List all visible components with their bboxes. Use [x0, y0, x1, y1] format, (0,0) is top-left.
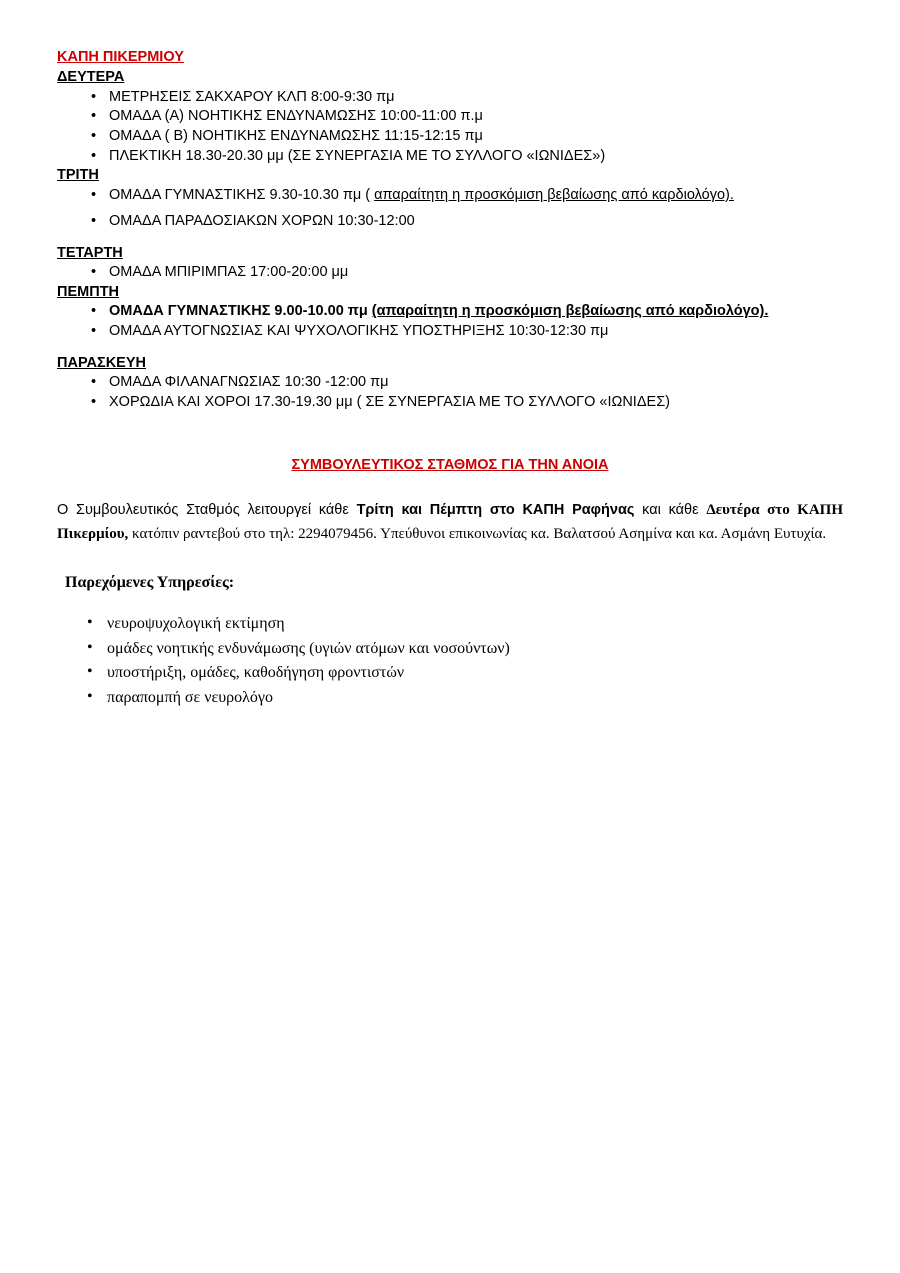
page-title: ΚΑΠΗ ΠΙΚΕΡΜΙΟΥ	[57, 49, 184, 65]
list-item	[109, 212, 843, 232]
services-list	[57, 612, 843, 711]
list-item	[109, 147, 843, 167]
paragraph-part-2: και κάθε	[634, 501, 707, 518]
list-item	[109, 88, 843, 108]
paragraph-bold-1: Τρίτη και Πέμπτη στο ΚΑΠΗ Ραφήνας	[356, 501, 635, 518]
activity-text: ΧΟΡΩΔΙΑ ΚΑΙ ΧΟΡΟΙ 17.30-19.30 μμ ( ΣΕ ΣΥΝΕΡΓΑΣΙΑ ΜΕ ΤΟ ΣΥΛΛΟΓΟ «ΙΩΝΙΔΕΣ)	[109, 393, 670, 410]
activity-text: ΟΜΑΔΑ ΠΑΡΑΔΟΣΙΑΚΩΝ ΧΟΡΩΝ 10:30-12:00	[109, 213, 415, 230]
day-heading-wednesday: ΤΕΤΑΡΤΗ	[57, 245, 123, 262]
activity-list-wednesday	[57, 263, 843, 283]
paragraph-bold-2: Δευτέρα στο ΚΑΠΗ Πικερμίου,	[57, 501, 843, 542]
activity-list-tuesday	[57, 186, 843, 232]
activity-text: ΟΜΑΔΑ ΓΥΜΝΑΣΤΙΚΗΣ 9.30-10.30 πμ (	[109, 186, 375, 203]
list-item	[109, 186, 843, 206]
list-item	[109, 322, 843, 342]
activity-note: (απαραίτητη η προσκόμιση βεβαίωσης από καρδιολόγο).	[371, 303, 769, 320]
activity-text: ΟΜΑΔΑ ( Β) ΝΟΗΤΙΚΗΣ ΕΝΔΥΝΑΜΩΣΗΣ 11:15-12:15 πμ	[109, 128, 483, 144]
activity-text: ΟΜΑΔΑ ΑΥΤΟΓΝΩΣΙΑΣ ΚΑΙ ΨΥΧΟΛΟΓΙΚΗΣ ΥΠΟΣΤΗΡΙΞΗΣ 10:30-12:30 πμ	[109, 323, 609, 340]
day-heading-tuesday: ΤΡΙΤΗ	[57, 167, 99, 184]
activity-text: ΠΛΕΚΤΙΚΗ 18.30-20.30 μμ (ΣΕ ΣΥΝΕΡΓΑΣΙΑ ΜΕ ΤΟ ΣΥΛΛΟΓΟ «ΙΩΝΙΔΕΣ»)	[109, 147, 606, 164]
section-title-dementia: ΣΥΜΒΟΥΛΕΥΤΙΚΟΣ ΣΤΑΘΜΟΣ ΓΙΑ ΤΗΝ ΑΝΟΙΑ	[291, 456, 609, 473]
service-text: παραπομπή σε νευρολόγο	[107, 689, 273, 707]
service-text: ομάδες νοητικής ενδυνάμωσης (υγιών ατόμων και νοσούντων)	[107, 639, 510, 657]
list-item	[109, 302, 843, 322]
paragraph-part-3: κατόπιν ραντεβού στο τηλ: 2294079456. Υπεύθυνοι επικοινωνίας κα. Βαλατσού Ασημίνα και κα. Ασμάνη Ευτυχία.	[128, 525, 827, 542]
activity-text: ΟΜΑΔΑ ΦΙΛΑΝΑΓΝΩΣΙΑΣ 10:30 -12:00 πμ	[109, 374, 389, 391]
service-text: υποστήριξη, ομάδες, καθοδήγηση φροντιστών	[107, 664, 405, 682]
list-item	[109, 373, 843, 393]
activity-text: ΟΜΑΔΑ (Α) ΝΟΗΤΙΚΗΣ ΕΝΔΥΝΑΜΩΣΗΣ 10:00-11:00 π.μ	[109, 108, 483, 125]
activity-text: ΜΕΤΡΗΣΕΙΣ ΣΑΚΧΑΡΟΥ ΚΛΠ 8:00-9:30 πμ	[109, 88, 395, 105]
paragraph-part-1: Ο Συμβουλευτικός Σταθμός λειτουργεί κάθε	[57, 501, 357, 518]
list-item	[107, 637, 843, 662]
list-item	[107, 612, 843, 637]
activity-list-monday	[57, 88, 843, 167]
service-text: νευροψυχολογική εκτίμηση	[107, 614, 285, 632]
day-heading-friday: ΠΑΡΑΣΚΕΥΗ	[57, 354, 146, 371]
activity-list-thursday	[57, 302, 843, 341]
list-item	[109, 263, 843, 283]
services-heading: Παρεχόμενες Υπηρεσίες:	[65, 573, 235, 591]
activity-list-friday	[57, 373, 843, 412]
list-item	[107, 661, 843, 686]
list-item	[107, 686, 843, 711]
day-heading-thursday: ΠΕΜΠΤΗ	[57, 284, 120, 301]
dementia-paragraph	[57, 498, 843, 546]
activity-text: ΟΜΑΔΑ ΓΥΜΝΑΣΤΙΚΗΣ 9.00-10.00 πμ	[109, 303, 372, 320]
day-heading-monday: ΔΕΥΤΕΡΑ	[57, 69, 125, 86]
list-item	[109, 127, 843, 147]
list-item	[109, 393, 843, 413]
list-item	[109, 107, 843, 127]
activity-text: ΟΜΑΔΑ ΜΠΙΡΙΜΠΑΣ 17:00-20:00 μμ	[109, 264, 349, 281]
activity-note: απαραίτητη η προσκόμιση βεβαίωσης από καρδιολόγο).	[374, 186, 734, 203]
